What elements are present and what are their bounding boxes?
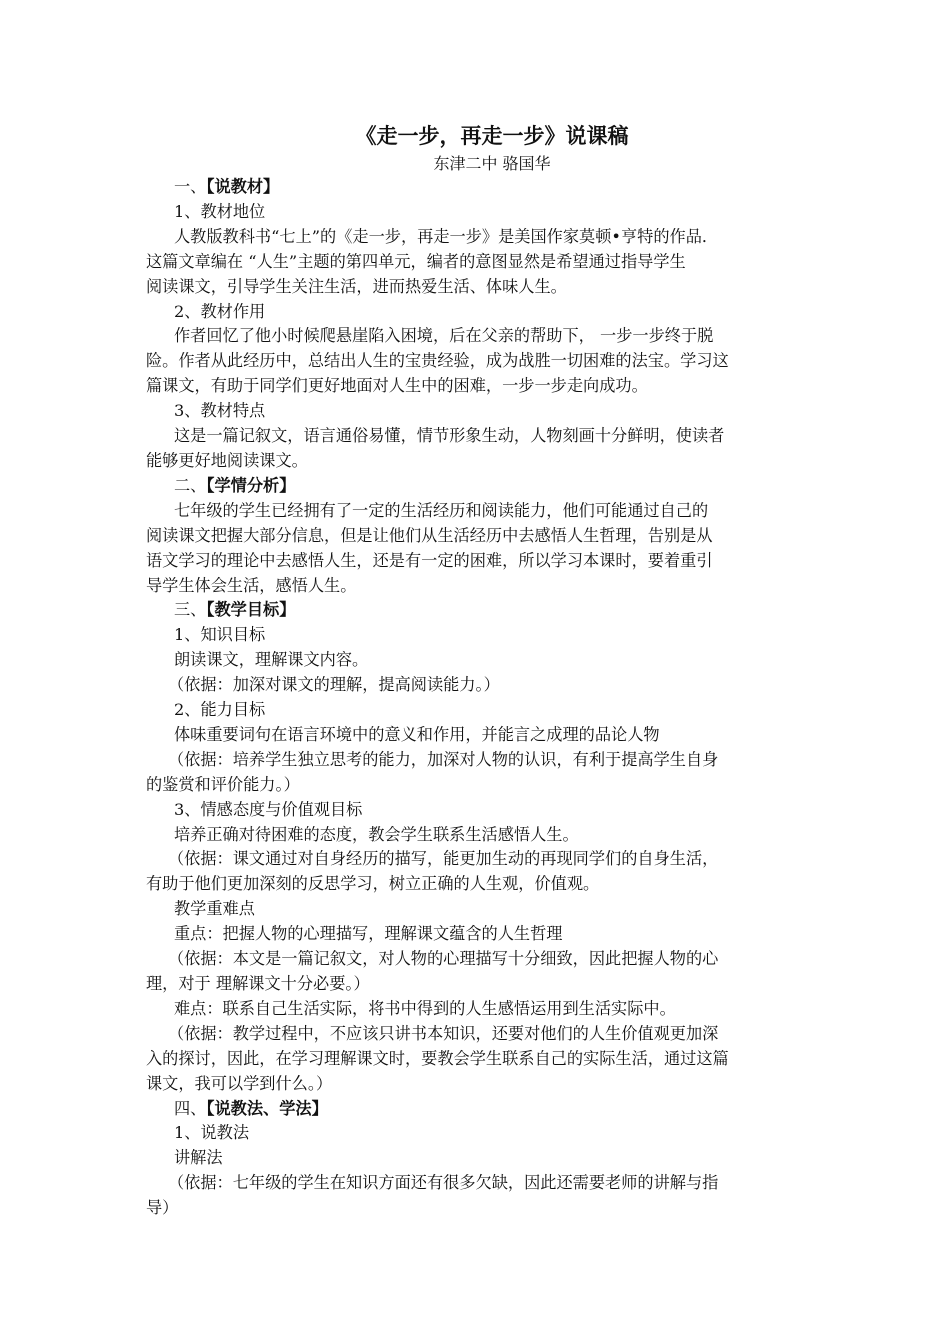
line-text: 四、: [174, 1098, 207, 1118]
document-title: 《走一步，再走一步》说课稿: [355, 123, 629, 148]
line-text: 能够更好地阅读课文。: [146, 450, 308, 470]
text-line: [146, 723, 808, 748]
line-text: 重点：把握人物的心理描写，理解课文蕴含的人生哲理: [174, 924, 563, 944]
line-text: 三、: [174, 600, 207, 620]
line-text: 人教版教科书“七上”的《走一步，再走一步》是美国作家莫顿•亨特的作品．: [174, 226, 719, 246]
section-heading: [146, 474, 808, 499]
line-text: （依据：课文通过对自身经历的描写，能更加生动的再现同学们的自身生活，: [168, 849, 719, 869]
line-text: 阅读课文把握大部分信息，但是让他们从生活经历中去感悟人生哲理，告别是从: [146, 525, 713, 545]
text-line: [146, 549, 808, 574]
section-heading: [146, 598, 808, 623]
line-text: 导学生体会生活，感悟人生。: [146, 575, 357, 595]
document-page: [146, 120, 808, 1221]
text-line: [146, 399, 808, 424]
line-text: 理，对于 理解课文十分必要。）: [146, 974, 370, 993]
text-line: [146, 349, 808, 374]
heading-label: 【学情分析】: [206, 475, 296, 495]
line-text: 语文学习的理论中去感悟人生，还是有一定的困难，所以学习本课时，要着重引: [146, 550, 713, 570]
text-line: [146, 424, 808, 449]
line-text: 1、知识目标: [174, 625, 266, 645]
text-line: [146, 250, 808, 275]
line-text: 教学重难点: [174, 899, 255, 919]
line-text: 入的探讨，因此，在学习理解课文时，要教会学生联系自己的实际生活，通过这篇: [146, 1048, 729, 1068]
document-body: [146, 175, 808, 1221]
line-text: 阅读课文，引导学生关注生活，进而热爱生活、体味人生。: [146, 276, 567, 296]
line-text: 1、教材地位: [174, 201, 266, 221]
line-text: 二、: [174, 475, 207, 495]
text-line: [146, 648, 808, 673]
line-text: 2、教材作用: [174, 301, 266, 321]
line-text: 篇课文，有助于同学们更好地面对人生中的困难，一步一步走向成功。: [146, 376, 648, 396]
text-line: [146, 275, 808, 300]
text-line: [146, 773, 808, 798]
line-text: 有助于他们更加深刻的反思学习，树立正确的人生观，价值观。: [146, 874, 600, 894]
text-line: [146, 1196, 808, 1221]
line-text: 培养正确对待困难的态度，教会学生联系生活感悟人生。: [174, 824, 579, 844]
text-line: [146, 1146, 808, 1171]
text-line: [146, 524, 808, 549]
text-line: [146, 200, 808, 225]
text-line: [146, 1022, 808, 1047]
text-line: [146, 499, 808, 524]
section-heading: [146, 1097, 808, 1122]
line-text: 体味重要词句在语言环境中的意义和作用，并能言之成理的品论人物: [174, 724, 660, 744]
line-text: 这篇文章编在 “人生”主题的第四单元，编者的意图显然是希望通过指导学生: [146, 251, 686, 271]
line-text: 3、教材特点: [174, 401, 266, 421]
text-line: [146, 947, 808, 972]
line-text: 这是一篇记叙文，语言通俗易懂，情节形象生动，人物刻画十分鲜明，使读者: [174, 426, 725, 446]
line-text: 七年级的学生已经拥有了一定的生活经历和阅读能力，他们可能通过自己的: [174, 500, 709, 520]
line-text: 1、说教法: [174, 1123, 250, 1143]
heading-label: 【教学目标】: [206, 600, 296, 620]
text-line: [146, 1121, 808, 1146]
text-line: [146, 1047, 808, 1072]
text-line: [146, 748, 808, 773]
line-text: （依据：培养学生独立思考的能力，加深对人物的认识，有利于提高学生自身: [168, 749, 719, 769]
text-line: [146, 449, 808, 474]
line-text: （依据：七年级的学生在知识方面还有很多欠缺，因此还需要老师的讲解与指: [168, 1173, 719, 1193]
line-text: 朗读课文，理解课文内容。: [174, 650, 369, 670]
text-line: [146, 623, 808, 648]
line-text: 难点：联系自己生活实际，将书中得到的人生感悟运用到生活实际中。: [174, 998, 676, 1018]
line-text: （依据：教学过程中，不应该只讲书本知识，还要对他们的人生价值观更加深: [168, 1023, 719, 1043]
text-line: [146, 798, 808, 823]
text-line: [146, 673, 808, 698]
text-line: [146, 847, 808, 872]
heading-label: 【说教材】: [206, 177, 280, 196]
document-author: 东津二中 骆国华: [433, 154, 551, 173]
line-text: （依据：本文是一篇记叙文，对人物的心理描写十分细致，因此把握人物的心: [168, 949, 719, 969]
text-line: [146, 922, 808, 947]
line-text: 险。作者从此经历中，总结出人生的宝贵经验，成为战胜一切困难的法宝。学习这: [146, 351, 729, 371]
line-text: 的鉴赏和评价能力。）: [146, 774, 300, 794]
text-line: [146, 897, 808, 922]
line-text: 3、情感态度与价值观目标: [174, 799, 363, 819]
text-line: [146, 374, 808, 399]
line-text: 作者回忆了他小时候爬悬崖陷入困境，后在父亲的帮助下， 一步一步终于脱: [174, 326, 714, 346]
heading-label: 【说教法、学法】: [206, 1098, 328, 1118]
line-text: 导）: [146, 1198, 179, 1218]
text-line: [146, 300, 808, 325]
text-line: [146, 823, 808, 848]
line-text: （依据：加深对课文的理解，提高阅读能力。）: [168, 675, 500, 695]
text-line: [146, 872, 808, 897]
text-line: [146, 1072, 808, 1097]
line-text: 讲解法: [174, 1148, 223, 1168]
text-line: [146, 1171, 808, 1196]
text-line: [146, 997, 808, 1022]
line-text: 2、能力目标: [174, 700, 266, 720]
text-line: [146, 225, 808, 250]
line-text: 一、: [174, 177, 207, 196]
line-text: 课文，我可以学到什么。）: [146, 1073, 333, 1093]
text-line: [146, 324, 808, 349]
text-line: [146, 574, 808, 599]
text-line: [146, 698, 808, 723]
section-heading: [146, 175, 808, 200]
text-line: [146, 972, 808, 997]
